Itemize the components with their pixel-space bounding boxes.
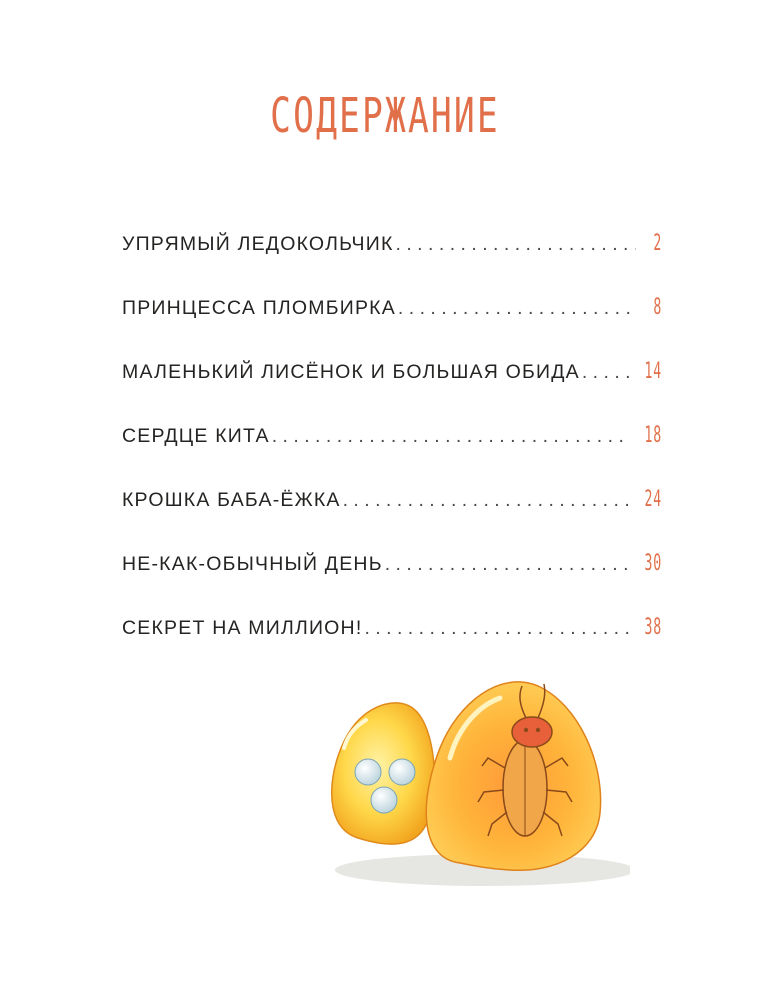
right-amber-stone xyxy=(426,682,600,870)
dot-leader xyxy=(272,420,629,452)
dot-leader xyxy=(385,548,629,580)
toc-entry-page-number: 18 xyxy=(644,423,662,448)
dot-leader xyxy=(396,228,636,260)
dot-leader xyxy=(364,612,629,644)
dot-leader xyxy=(343,484,630,516)
toc-entry-page-number: 8 xyxy=(653,295,662,320)
toc-entry-page-number: 38 xyxy=(644,615,662,640)
table-of-contents xyxy=(122,228,662,676)
toc-entry[interactable] xyxy=(122,292,662,356)
toc-entry-page-number: 2 xyxy=(653,231,662,256)
toc-entry-title: СЕКРЕТ НА МИЛЛИОН! xyxy=(122,617,363,639)
toc-entry[interactable] xyxy=(122,420,662,484)
toc-entry-page-number: 14 xyxy=(644,359,662,384)
toc-entry[interactable] xyxy=(122,548,662,612)
page-title: СОДЕРЖАНИЕ xyxy=(270,88,500,144)
toc-entry-title: НЕ-КАК-ОБЫЧНЫЙ ДЕНЬ xyxy=(122,553,383,575)
toc-entry-title: МАЛЕНЬКИЙ ЛИСЁНОК И БОЛЬШАЯ ОБИДА xyxy=(122,361,580,383)
toc-entry-title: УПРЯМЫЙ ЛЕДОКОЛЬЧИК xyxy=(122,233,394,255)
dot-leader xyxy=(398,292,636,324)
left-amber-stone xyxy=(332,703,435,844)
toc-entry-title: КРОШКА БАБА-ЁЖКА xyxy=(122,489,341,511)
toc-entry[interactable] xyxy=(122,356,662,420)
toc-entry-title: ПРИНЦЕССА ПЛОМБИРКА xyxy=(122,297,396,319)
toc-entry-title: СЕРДЦЕ КИТА xyxy=(122,425,270,447)
amber-stones-illustration xyxy=(300,648,630,898)
dot-leader xyxy=(582,356,629,388)
toc-entry[interactable] xyxy=(122,484,662,548)
toc-entry-page-number: 24 xyxy=(644,487,662,512)
toc-entry-page-number: 30 xyxy=(644,551,662,576)
toc-entry[interactable] xyxy=(122,228,662,292)
